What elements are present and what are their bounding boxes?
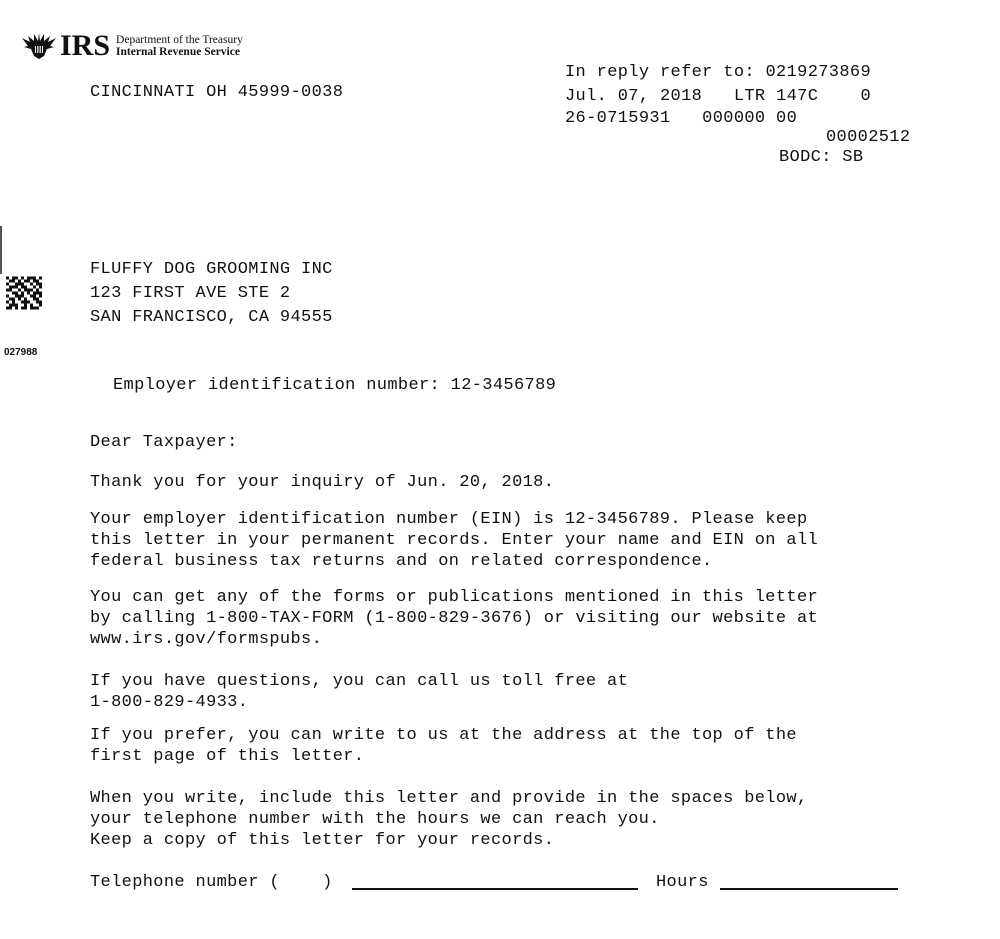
paragraph-instructions-line-2: your telephone number with the hours we can reach you.: [90, 810, 660, 829]
hours-label: Hours: [656, 873, 709, 892]
return-address: CINCINNATI OH 45999-0038: [90, 83, 344, 102]
2d-barcode-icon: [6, 276, 42, 310]
agency-department: Department of the Treasury: [116, 34, 243, 46]
agency-name: [116, 34, 243, 58]
paragraph-ein-line-3: federal business tax returns and on related correspondence.: [90, 552, 713, 571]
recipient-name: FLUFFY DOG GROOMING INC: [90, 260, 333, 279]
hours-blank[interactable]: [720, 888, 898, 890]
eagle-emblem-icon: [20, 32, 58, 60]
margin-bar: [0, 226, 2, 274]
paragraph-write-line-2: first page of this letter.: [90, 747, 365, 766]
irs-logo: [20, 29, 243, 62]
irs-wordmark: IRS: [60, 29, 111, 62]
paragraph-write-line-1: If you prefer, you can write to us at the address at the top of the: [90, 726, 797, 745]
bodc-code: BODC: SB: [779, 148, 864, 167]
agency-service: Internal Revenue Service: [116, 46, 240, 58]
reference-ids: 26-0715931 000000 00: [565, 109, 798, 128]
salutation: Dear Taxpayer:: [90, 433, 238, 452]
paragraph-inquiry: Thank you for your inquiry of Jun. 20, 2018.: [90, 473, 555, 492]
paragraph-questions-line-1: If you have questions, you can call us toll free at: [90, 672, 629, 691]
paragraph-forms-line-1: You can get any of the forms or publications mentioned in this letter: [90, 588, 819, 607]
paragraph-questions-line-2: 1-800-829-4933.: [90, 693, 249, 712]
letter-date-code: Jul. 07, 2018 LTR 147C 0: [565, 87, 871, 106]
barcode-number: 027988: [4, 347, 38, 358]
ein-line: Employer identification number: 12-3456789: [113, 376, 557, 395]
paragraph-instructions-line-3: Keep a copy of this letter for your records.: [90, 831, 555, 850]
reply-reference: In reply refer to: 0219273869: [565, 63, 871, 82]
recipient-street: 123 FIRST AVE STE 2: [90, 284, 291, 303]
sequence-number: 00002512: [826, 128, 911, 147]
paragraph-forms-line-3: www.irs.gov/formspubs.: [90, 630, 323, 649]
paragraph-ein-line-2: this letter in your permanent records. Enter your name and EIN on all: [90, 531, 819, 550]
telephone-label: Telephone number ( ): [90, 873, 333, 892]
telephone-blank[interactable]: [352, 888, 638, 890]
paragraph-forms-line-2: by calling 1-800-TAX-FORM (1-800-829-3676) or visiting our website at: [90, 609, 819, 628]
paragraph-ein-line-1: Your employer identification number (EIN) is 12-3456789. Please keep: [90, 510, 808, 529]
recipient-city: SAN FRANCISCO, CA 94555: [90, 308, 333, 327]
paragraph-instructions-line-1: When you write, include this letter and provide in the spaces below,: [90, 789, 808, 808]
